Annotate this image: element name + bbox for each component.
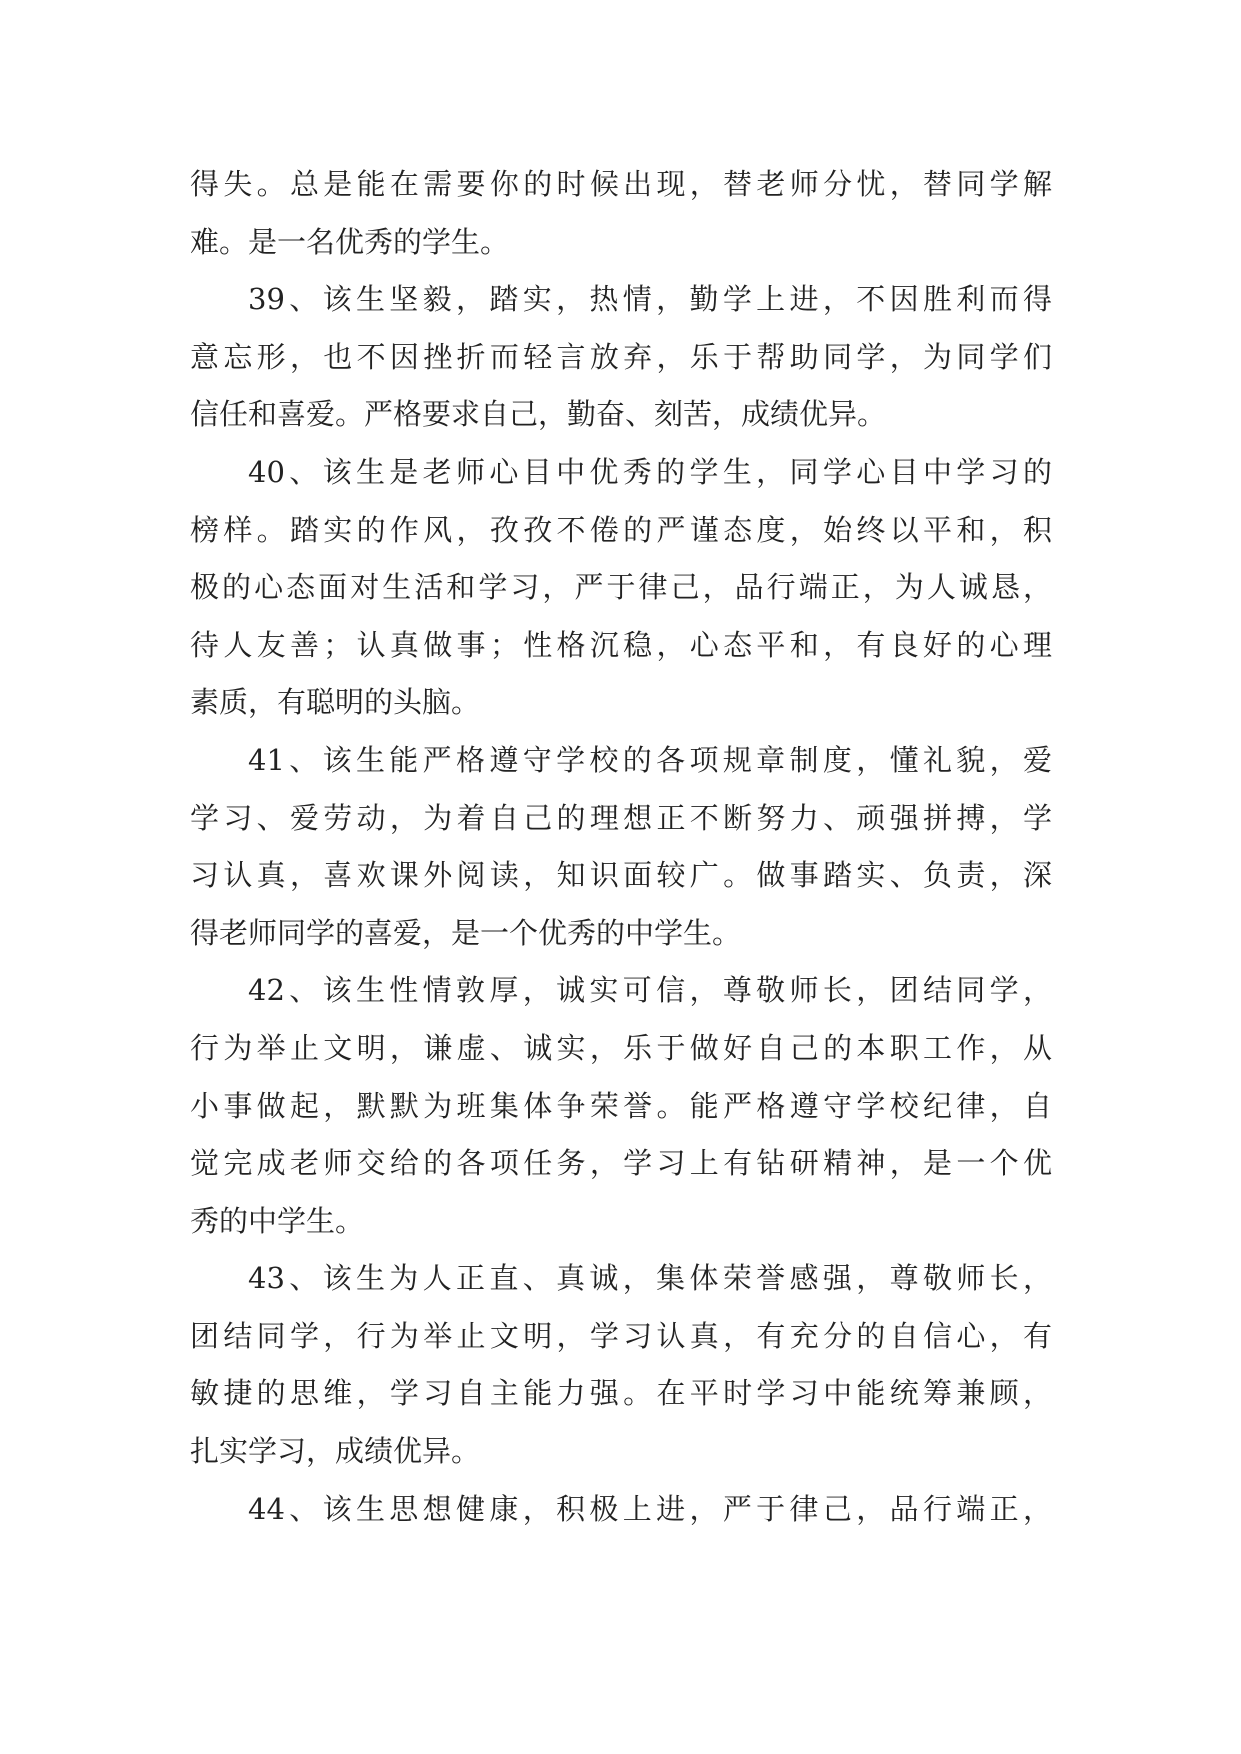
text-line: 意忘形，也不因挫折而轻言放弃，乐于帮助同学，为同学们 [190, 339, 1052, 374]
text-line: 素质，有聪明的头脑。 [190, 685, 481, 720]
text-line: 41、该生能严格遵守学校的各项规章制度，懂礼貌，爱 [248, 742, 1052, 777]
text-line: 信任和喜爱。严格要求自己，勤奋、刻苦，成绩优异。 [190, 397, 887, 432]
text-line: 团结同学，行为举止文明，学习认真，有充分的自信心，有 [190, 1318, 1052, 1353]
text-line: 得老师同学的喜爱，是一个优秀的中学生。 [190, 915, 742, 950]
text-line: 习认真，喜欢课外阅读，知识面较广。做事踏实、负责，深 [190, 858, 1052, 893]
text-line: 44、该生思想健康，积极上进，严于律己，品行端正， [248, 1491, 1052, 1526]
text-line: 43、该生为人正直、真诚，集体荣誉感强，尊敬师长， [248, 1261, 1052, 1296]
document-page [190, 156, 1052, 1538]
text-line: 难。是一名优秀的学生。 [190, 224, 510, 259]
text-line: 待人友善；认真做事；性格沉稳，心态平和，有良好的心理 [190, 627, 1052, 662]
text-line: 学习、爱劳动，为着自己的理想正不断努力、顽强拼搏，学 [190, 800, 1052, 835]
text-line: 小事做起，默默为班集体争荣誉。能严格遵守学校纪律，自 [190, 1088, 1052, 1123]
text-line: 行为举止文明，谦虚、诚实，乐于做好自己的本职工作，从 [190, 1030, 1052, 1065]
text-line: 觉完成老师交给的各项任务，学习上有钻研精神，是一个优 [190, 1146, 1052, 1181]
text-line: 敏捷的思维，学习自主能力强。在平时学习中能统筹兼顾， [190, 1376, 1052, 1411]
text-line: 榜样。踏实的作风，孜孜不倦的严谨态度，始终以平和，积 [190, 512, 1052, 547]
text-line: 秀的中学生。 [190, 1203, 365, 1238]
text-line: 42、该生性情敦厚，诚实可信，尊敬师长，团结同学， [248, 973, 1052, 1008]
text-line: 40、该生是老师心目中优秀的学生，同学心目中学习的 [248, 454, 1052, 489]
text-line: 39、该生坚毅，踏实，热情，勤学上进，不因胜利而得 [248, 282, 1052, 317]
text-line: 得失。总是能在需要你的时候出现，替老师分忧，替同学解 [190, 167, 1052, 201]
text-line: 极的心态面对生活和学习，严于律己，品行端正，为人诚恳， [190, 570, 1052, 605]
text-line: 扎实学习，成绩优异。 [190, 1434, 481, 1469]
